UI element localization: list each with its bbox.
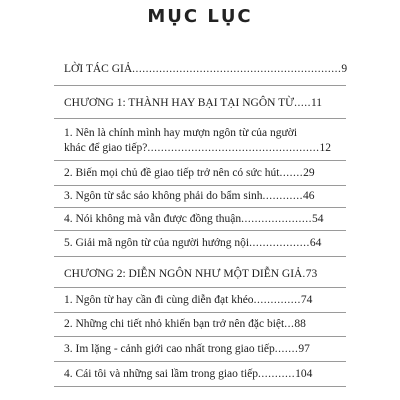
toc-page-number: 97 [298, 343, 310, 355]
toc-entry-label: 1. Ngôn từ hay cần đi cùng diễn đạt khéo [64, 294, 254, 306]
toc-entry-1-2 [64, 166, 340, 180]
toc-entry-label: 3. Ngôn từ sắc sảo không phải do bẩm sinh [64, 190, 263, 202]
toc-entry-chapter-1 [64, 96, 340, 110]
divider [54, 256, 346, 257]
toc-page-number: 64 [309, 237, 322, 249]
toc-entry-1-5 [64, 236, 340, 250]
toc-entry-label: 3. Im lặng - cảnh giới cao nhất trong giao tiếp [64, 343, 275, 355]
toc-leader-dots: ..................... [241, 213, 312, 225]
toc-entry-author-note [64, 62, 348, 76]
toc-entry-label: 1. Nên là chính mình hay mượn ngôn từ của người [64, 127, 298, 139]
toc-entry-chapter-2 [64, 267, 340, 281]
page-title: MỤC LỤC [147, 6, 253, 27]
toc-entry-label: CHƯƠNG 1: THÀNH HAY BẠI TẠI NGÔN TỪ [64, 97, 295, 109]
toc-entry-1-4 [64, 212, 340, 226]
toc-entry-label: khác để giao tiếp? [64, 142, 148, 154]
divider [54, 386, 346, 387]
toc-entry-label: 2. Biến mọi chủ đề giao tiếp trở nên có sức hút [64, 167, 280, 179]
toc-page-number: 9 [341, 63, 348, 75]
divider [54, 361, 346, 362]
toc-entry-label: LỜI TÁC GIẢ [64, 63, 133, 75]
toc-leader-dots: .............................................................. [132, 63, 342, 75]
toc-leader-dots: ........... [258, 368, 296, 380]
toc-page-number: 12 [319, 142, 331, 154]
divider [54, 230, 346, 231]
toc-leader-dots: ............ [262, 190, 304, 202]
toc-entry-2-4 [64, 367, 340, 381]
divider [54, 160, 346, 161]
toc-page-number: 46 [303, 190, 315, 202]
toc-entry-2-3 [64, 342, 340, 356]
toc-page-number: 73 [305, 268, 318, 280]
divider [54, 185, 346, 186]
toc-page-number: 74 [300, 294, 313, 306]
divider [54, 287, 346, 288]
toc-leader-dots: ....... [279, 167, 304, 179]
toc-leader-dots: ................................................... [147, 142, 320, 154]
toc-entry-label: 5. Giải mã ngôn từ của người hướng nội [64, 237, 250, 249]
toc-page-number: 54 [312, 213, 324, 225]
divider [54, 207, 346, 208]
toc-page-number: 104 [295, 368, 313, 380]
divider [54, 85, 346, 86]
toc-entry-label: 4. Nói không mà vẫn được đồng thuận [64, 213, 242, 225]
toc-page-number: 11 [310, 97, 323, 109]
toc-entry-label: 4. Cái tôi và những sai lầm trong giao tiếp [64, 368, 259, 380]
toc-leader-dots: .................. [249, 237, 310, 249]
toc-leader-dots: . [302, 268, 306, 280]
toc-entry-2-2 [64, 317, 340, 331]
toc-entry-label: CHƯƠNG 2: DIỄN NGÔN NHƯ MỘT DIỄN GIẢ [64, 268, 303, 280]
toc-page-number: 88 [294, 318, 306, 330]
toc-leader-dots: ....... [274, 343, 299, 355]
divider [54, 312, 346, 313]
toc-leader-dots: ..... [294, 97, 311, 109]
toc-entry-1-3 [64, 189, 340, 203]
toc-entry-label: 2. Những chi tiết nhỏ khiến bạn trở nên đặc biệt [64, 318, 285, 330]
toc-leader-dots: .............. [253, 294, 301, 306]
toc-entry-2-1 [64, 293, 340, 307]
toc-page-number: 29 [303, 167, 315, 179]
toc-entry-1-1-line1 [64, 126, 340, 140]
toc-leader-dots: ... [284, 318, 295, 330]
toc-entry-1-1-line2 [64, 141, 340, 155]
divider [54, 336, 346, 337]
divider [54, 118, 346, 119]
